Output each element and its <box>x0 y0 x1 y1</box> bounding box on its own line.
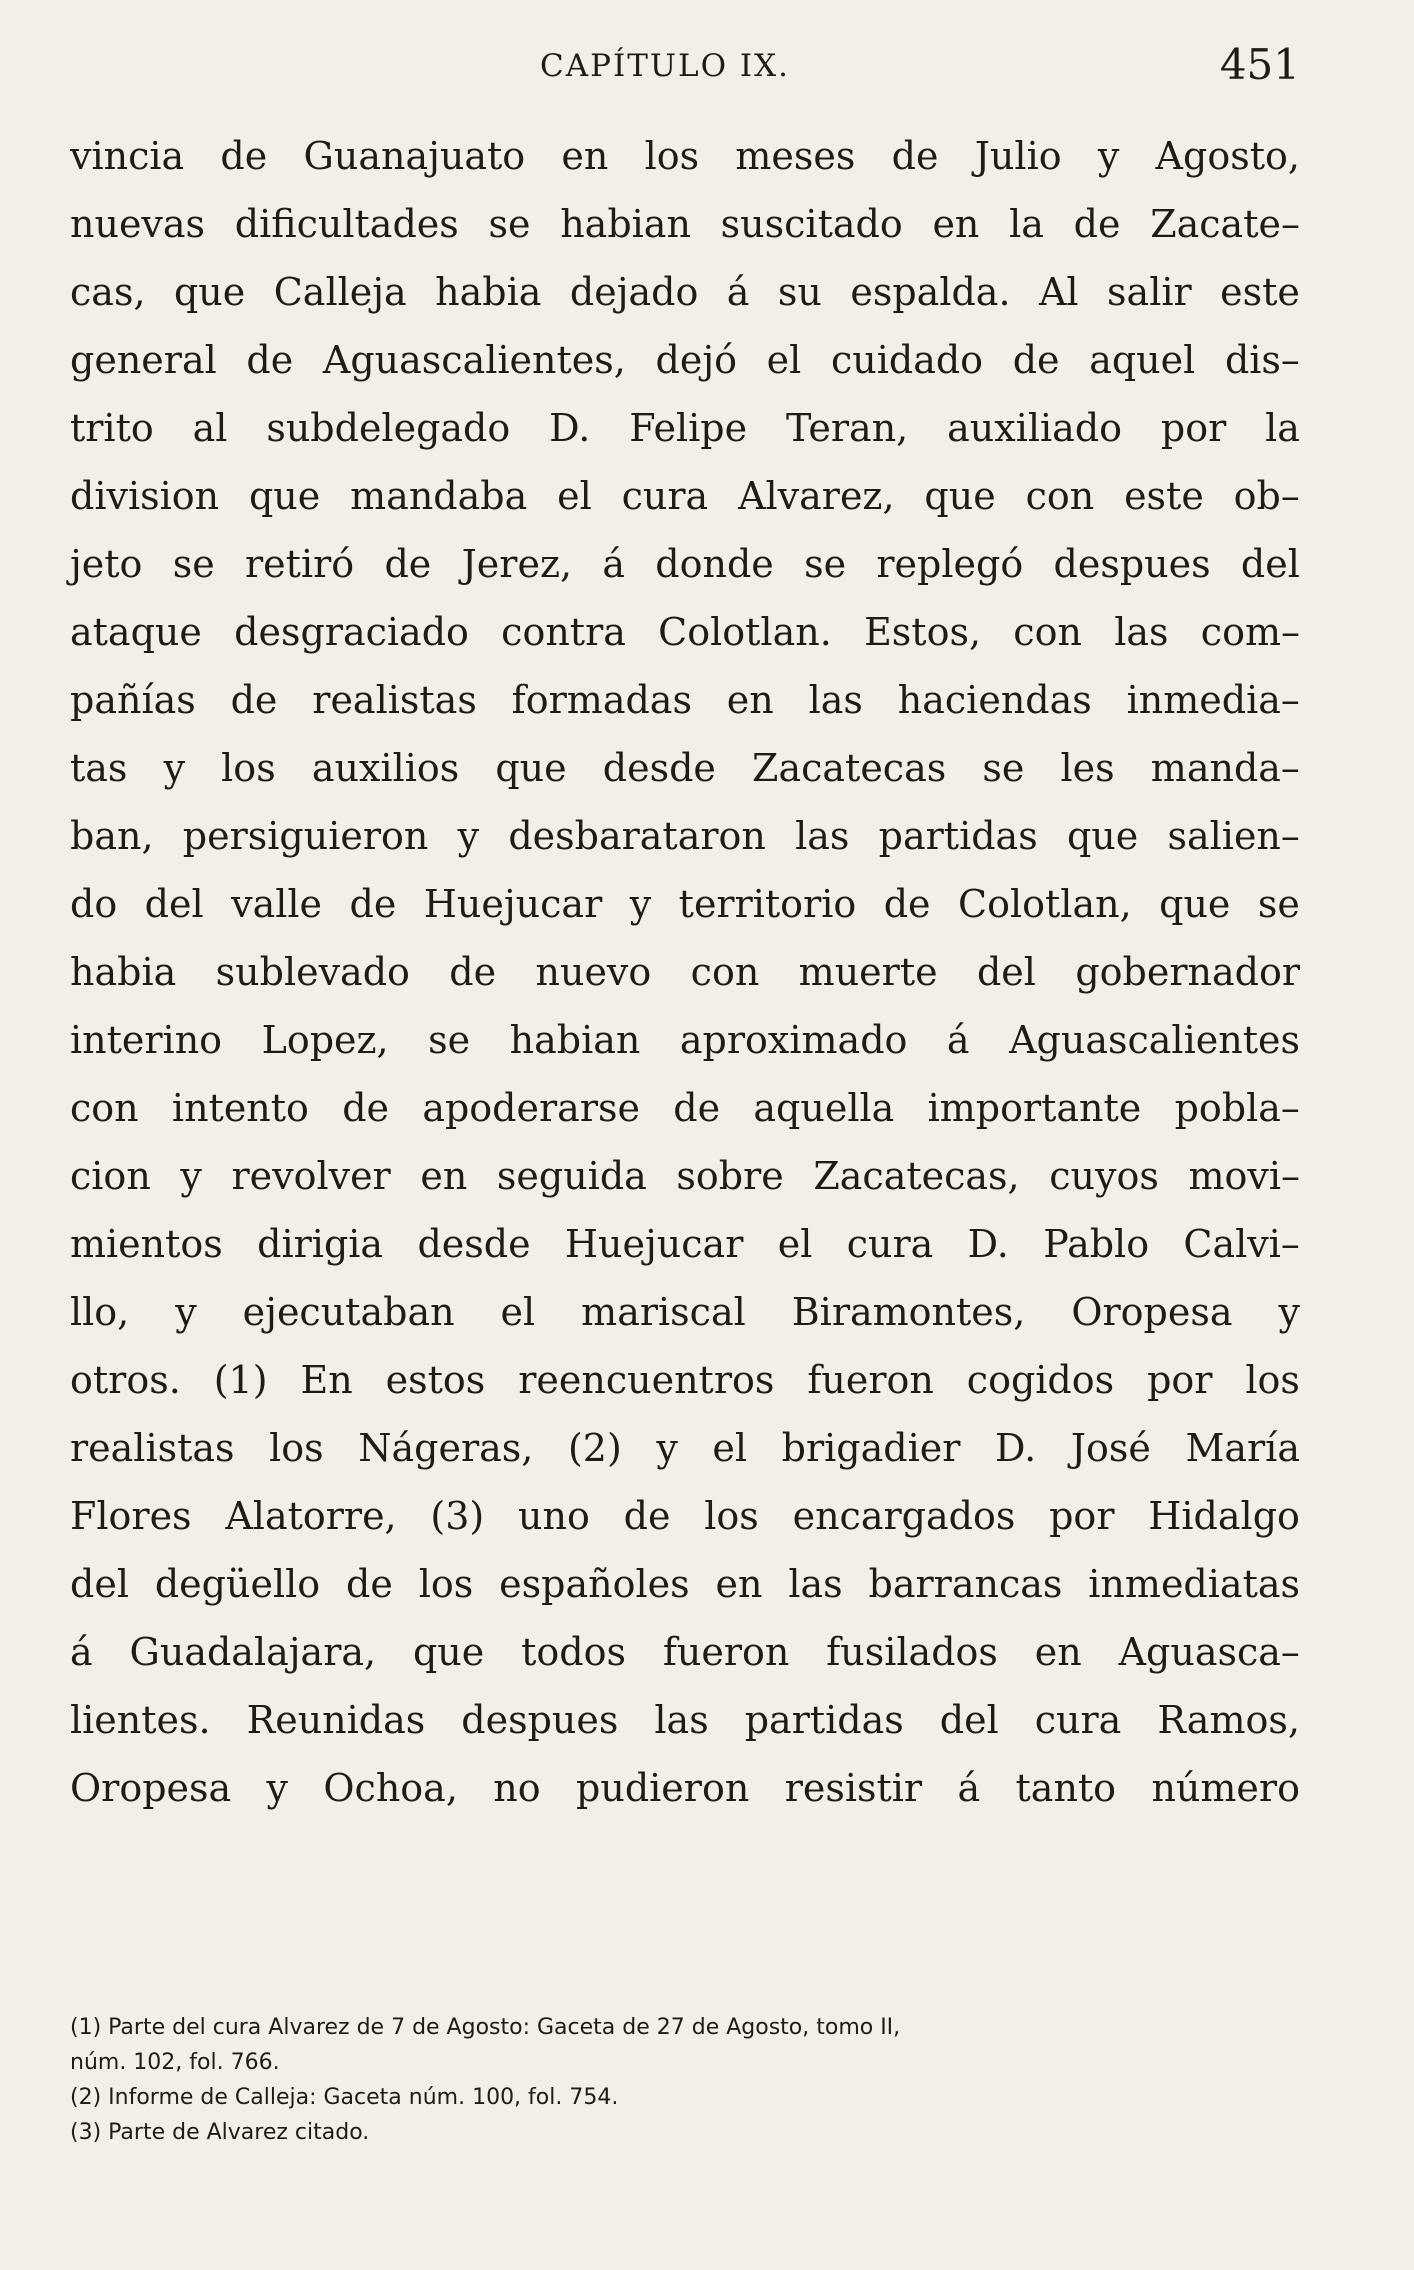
word: Oropesa <box>70 1766 232 1810</box>
text-line <box>70 666 1300 734</box>
text-line <box>70 1346 1300 1414</box>
word: en <box>1034 1630 1082 1674</box>
word: las <box>788 1562 843 1606</box>
word: en <box>932 202 980 246</box>
word: dificultades <box>234 202 459 246</box>
word: del <box>939 1698 999 1742</box>
word: desgraciado <box>234 610 469 654</box>
word: Calvi– <box>1183 1222 1300 1266</box>
word: de <box>346 1562 393 1606</box>
word: habia <box>435 270 542 314</box>
word: sobre <box>676 1154 784 1198</box>
word: salien– <box>1167 814 1300 858</box>
word: el <box>712 1426 748 1470</box>
word: nuevo <box>535 950 652 994</box>
word: (3) <box>430 1494 485 1538</box>
word: mariscal <box>581 1290 746 1334</box>
word: del <box>144 882 204 926</box>
word: En <box>300 1358 353 1402</box>
word: (1) <box>213 1358 268 1402</box>
word: y <box>266 1766 289 1810</box>
word: vincia <box>70 134 185 178</box>
word: el <box>766 338 802 382</box>
word: con <box>690 950 760 994</box>
word: desde <box>417 1222 531 1266</box>
word: españoles <box>499 1562 690 1606</box>
word: ejecutaban <box>242 1290 455 1334</box>
text-line <box>70 1278 1300 1346</box>
text-line <box>70 1618 1300 1686</box>
word: de <box>623 1494 671 1538</box>
word: José <box>1070 1426 1151 1470</box>
word: las <box>654 1698 709 1742</box>
word: habia <box>70 950 177 994</box>
word: revolver <box>231 1154 391 1198</box>
word: intento <box>171 1086 309 1130</box>
word: Aguascalientes <box>1009 1018 1300 1062</box>
word: Hidalgo <box>1148 1494 1300 1538</box>
footnote-line: (2) Informe de Calleja: Gaceta núm. 100, fol. 754. <box>70 2085 619 2110</box>
word: fusilados <box>826 1630 998 1674</box>
word: despues <box>461 1698 619 1742</box>
word: de <box>883 882 931 926</box>
word: Alatorre, <box>225 1494 397 1538</box>
word: las <box>795 814 850 858</box>
word: espalda. <box>850 270 1011 314</box>
text-line <box>70 938 1300 1006</box>
word: los <box>1245 1358 1300 1402</box>
word: otros. <box>70 1358 181 1402</box>
word: Ramos, <box>1157 1698 1300 1742</box>
footnote-line: núm. 102, fol. 766. <box>70 2050 280 2075</box>
word: Oropesa <box>1071 1290 1233 1334</box>
word: del <box>1240 542 1300 586</box>
word: seguida <box>496 1154 647 1198</box>
word: movi– <box>1188 1154 1300 1198</box>
word: Teran, <box>786 406 909 450</box>
word: interino <box>70 1018 223 1062</box>
word: Felipe <box>629 406 748 450</box>
word: de <box>349 882 397 926</box>
word: realistas <box>312 678 477 722</box>
word: llo, <box>70 1290 130 1334</box>
word: á <box>957 1766 981 1810</box>
word: el <box>557 474 592 518</box>
word: general <box>70 338 217 382</box>
word: en <box>420 1154 468 1198</box>
word: partidas <box>744 1698 904 1742</box>
word: no <box>493 1766 541 1810</box>
word: despues <box>1053 542 1211 586</box>
word: en <box>726 678 774 722</box>
word: brigadier <box>781 1426 961 1470</box>
word: Zacate– <box>1150 202 1300 246</box>
word: las <box>1114 610 1169 654</box>
text-line <box>70 1754 1300 1822</box>
body-text <box>70 122 1300 1822</box>
text-line <box>70 462 1300 530</box>
word: cas, <box>70 270 146 314</box>
word: habian <box>560 202 691 246</box>
word: uno <box>518 1494 590 1538</box>
word: con <box>70 1086 139 1130</box>
word: habian <box>509 1018 641 1062</box>
word: cura <box>1034 1698 1122 1742</box>
word: cura <box>621 474 709 518</box>
word: todos <box>521 1630 626 1674</box>
text-line <box>70 1550 1300 1618</box>
word: barrancas <box>868 1562 1063 1606</box>
word: realistas <box>70 1426 235 1470</box>
word: tas <box>70 746 128 790</box>
word: de <box>342 1086 390 1130</box>
word: D. <box>967 1222 1009 1266</box>
text-line <box>70 1142 1300 1210</box>
word: inmedia– <box>1126 678 1300 722</box>
word: resistir <box>784 1766 923 1810</box>
word: los <box>418 1562 474 1606</box>
word: María <box>1185 1426 1300 1470</box>
word: cion <box>70 1154 151 1198</box>
word: que <box>248 474 321 518</box>
word: lientes. <box>70 1698 211 1742</box>
word: Colotlan, <box>958 882 1132 926</box>
word: y <box>163 746 186 790</box>
word: haciendas <box>897 678 1092 722</box>
word: D. <box>549 406 591 450</box>
word: salir <box>1107 270 1192 314</box>
word: por <box>1049 1494 1115 1538</box>
text-line <box>70 258 1300 326</box>
word: donde <box>655 542 774 586</box>
word: mandaba <box>350 474 528 518</box>
word: Estos, <box>864 610 982 654</box>
word: cuyos <box>1049 1154 1159 1198</box>
word: el <box>500 1290 536 1334</box>
word: este <box>1220 270 1300 314</box>
word: Nágeras, <box>358 1426 534 1470</box>
word: de <box>230 678 278 722</box>
word: Flores <box>70 1494 192 1538</box>
word: Huejucar <box>564 1222 744 1266</box>
word: aproximado <box>679 1018 908 1062</box>
word: pañías <box>70 678 196 722</box>
word: contra <box>501 610 626 654</box>
word: que <box>1159 882 1231 926</box>
word: los <box>704 1494 759 1538</box>
word: importante <box>927 1086 1142 1130</box>
word: Agosto, <box>1155 134 1300 178</box>
text-line <box>70 870 1300 938</box>
word: las <box>808 678 863 722</box>
word: auxiliado <box>947 406 1123 450</box>
word: en <box>561 134 609 178</box>
text-line <box>70 1686 1300 1754</box>
word: del <box>70 1562 129 1606</box>
page-header <box>70 40 1300 110</box>
word: la <box>1009 202 1044 246</box>
word: nuevas <box>70 202 206 246</box>
word: estos <box>385 1358 486 1402</box>
footnote-line: (3) Parte de Alvarez citado. <box>70 2120 370 2145</box>
text-line <box>70 1210 1300 1278</box>
word: Guadalajara, <box>129 1630 377 1674</box>
word: division <box>70 474 220 518</box>
word: apoderarse <box>422 1086 640 1130</box>
word: formadas <box>511 678 692 722</box>
word: la <box>1265 406 1300 450</box>
word: jeto <box>70 542 143 586</box>
word: que <box>1066 814 1139 858</box>
word: que <box>495 746 567 790</box>
word: á <box>70 1630 93 1674</box>
word: su <box>777 270 822 314</box>
word: número <box>1151 1766 1300 1810</box>
word: replegó <box>876 542 1024 586</box>
word: dejó <box>655 338 737 382</box>
word: con <box>1025 474 1095 518</box>
word: desbarataron <box>508 814 766 858</box>
word: por <box>1147 1358 1213 1402</box>
word: se <box>982 746 1025 790</box>
word: el <box>777 1222 813 1266</box>
word: dirigia <box>257 1222 384 1266</box>
book-page <box>70 40 1300 2240</box>
text-line <box>70 190 1300 258</box>
footnotes <box>70 2010 1300 2150</box>
word: Colotlan. <box>658 610 832 654</box>
word: Lopez, <box>261 1018 389 1062</box>
word: los <box>221 746 276 790</box>
text-line <box>70 1414 1300 1482</box>
word: que <box>924 474 996 518</box>
word: Julio <box>974 134 1062 178</box>
word: mientos <box>70 1222 223 1266</box>
word: meses <box>735 134 856 178</box>
text-line <box>70 1074 1300 1142</box>
word: suscitado <box>720 202 903 246</box>
text-line <box>70 122 1300 190</box>
word: Aguasca– <box>1118 1630 1300 1674</box>
word: á <box>726 270 750 314</box>
word: auxilios <box>311 746 460 790</box>
word: desde <box>602 746 716 790</box>
word: de <box>246 338 294 382</box>
word: pudieron <box>576 1766 750 1810</box>
word: se <box>488 202 531 246</box>
word: Zacatecas, <box>813 1154 1020 1198</box>
word: territorio <box>678 882 857 926</box>
word: Jerez, <box>461 542 573 586</box>
word: y <box>175 1290 197 1334</box>
word: Al <box>1038 270 1079 314</box>
word: pobla– <box>1174 1086 1300 1130</box>
word: D. <box>994 1426 1037 1470</box>
word: partidas <box>878 814 1038 858</box>
word: y <box>1097 134 1120 178</box>
word: ataque <box>70 610 202 654</box>
word: gobernador <box>1075 950 1300 994</box>
word: retiró <box>245 542 355 586</box>
word: Calleja <box>273 270 407 314</box>
word: y <box>656 1426 678 1470</box>
word: y <box>1278 1290 1300 1334</box>
word: de <box>1073 202 1121 246</box>
text-line <box>70 326 1300 394</box>
text-line <box>70 394 1300 462</box>
footnote-line: (1) Parte del cura Alvarez de 7 de Agosto: Gaceta de 27 de Agosto, tomo II, <box>70 2015 901 2040</box>
word: á <box>602 542 625 586</box>
word: degüello <box>154 1562 321 1606</box>
word: les <box>1060 746 1115 790</box>
word: com– <box>1200 610 1300 654</box>
word: Ochoa, <box>323 1766 458 1810</box>
word: (2) <box>567 1426 622 1470</box>
word: valle <box>231 882 323 926</box>
word: reencuentros <box>518 1358 775 1402</box>
word: en <box>715 1562 763 1606</box>
word: fueron <box>662 1630 790 1674</box>
word: Biramontes, <box>791 1290 1026 1334</box>
word: al <box>192 406 228 450</box>
word: que <box>173 270 246 314</box>
word: tanto <box>1015 1766 1117 1810</box>
text-line <box>70 598 1300 666</box>
word: y <box>629 882 652 926</box>
word: subdelegado <box>266 406 511 450</box>
word: persiguieron <box>182 814 429 858</box>
text-line <box>70 530 1300 598</box>
word: este <box>1124 474 1204 518</box>
word: aquel <box>1089 338 1196 382</box>
word: trito <box>70 406 154 450</box>
running-head: CAPÍTULO IX. <box>540 48 791 84</box>
word: cura <box>846 1222 934 1266</box>
word: los <box>644 134 700 178</box>
text-line <box>70 734 1300 802</box>
text-line <box>70 1006 1300 1074</box>
word: Huejucar <box>423 882 603 926</box>
word: de <box>449 950 497 994</box>
word: á <box>946 1018 970 1062</box>
word: y <box>457 814 480 858</box>
word: dejado <box>569 270 699 314</box>
page-number: 451 <box>1219 40 1300 89</box>
word: por <box>1160 406 1227 450</box>
word: Alvarez, <box>738 474 895 518</box>
word: de <box>220 134 268 178</box>
text-line <box>70 802 1300 870</box>
word: y <box>180 1154 202 1198</box>
word: muerte <box>798 950 938 994</box>
word: aquella <box>753 1086 895 1130</box>
word: Zacatecas <box>752 746 947 790</box>
word: los <box>269 1426 324 1470</box>
text-line <box>70 1482 1300 1550</box>
word: de <box>1012 338 1060 382</box>
word: dis– <box>1224 338 1300 382</box>
word: manda– <box>1150 746 1300 790</box>
word: fueron <box>807 1358 934 1402</box>
word: que <box>412 1630 485 1674</box>
word: inmediatas <box>1088 1562 1300 1606</box>
word: Guanajuato <box>303 134 526 178</box>
word: Aguascalientes, <box>322 338 626 382</box>
word: do <box>70 882 118 926</box>
word: Pablo <box>1043 1222 1150 1266</box>
word: Reunidas <box>246 1698 426 1742</box>
word: se <box>172 542 215 586</box>
word: del <box>976 950 1036 994</box>
word: con <box>1013 610 1082 654</box>
word: se <box>804 542 847 586</box>
word: ob– <box>1233 474 1300 518</box>
word: se <box>428 1018 471 1062</box>
word: encargados <box>792 1494 1016 1538</box>
word: se <box>1257 882 1300 926</box>
word: de <box>673 1086 721 1130</box>
word: cuidado <box>830 338 984 382</box>
word: sublevado <box>215 950 410 994</box>
word: de <box>384 542 432 586</box>
word: de <box>891 134 939 178</box>
word: ban, <box>70 814 154 858</box>
word: cogidos <box>966 1358 1115 1402</box>
